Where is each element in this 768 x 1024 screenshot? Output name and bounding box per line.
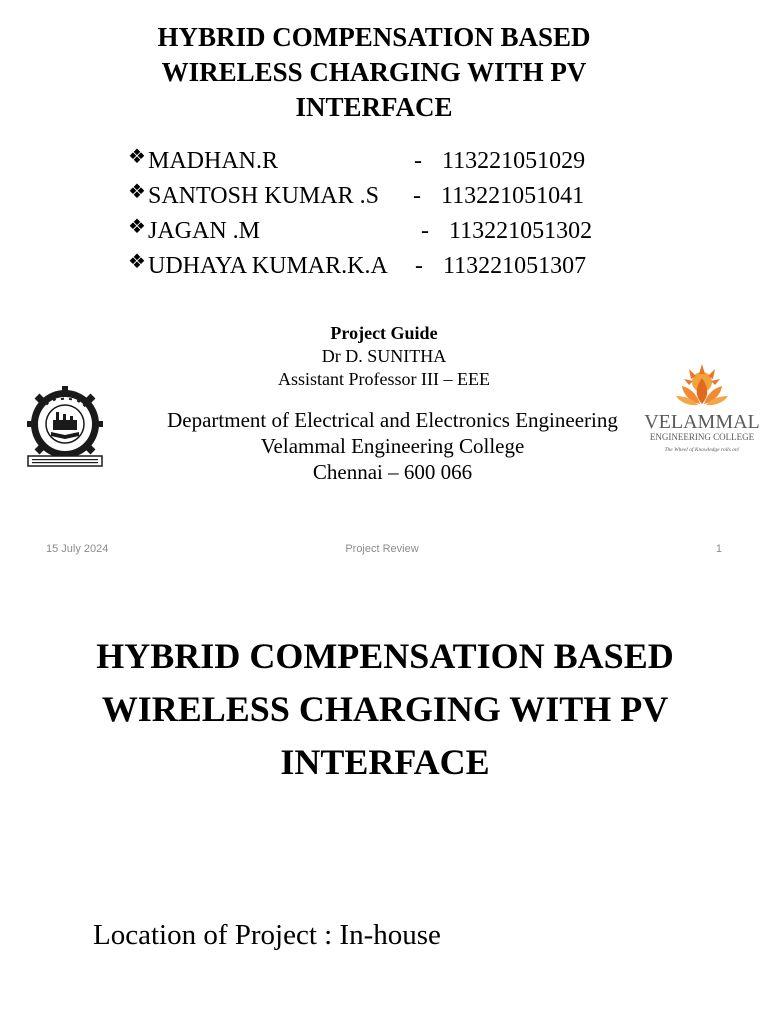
footer-label: Project Review <box>345 543 419 555</box>
member-id: 113221051041 <box>441 183 585 209</box>
slide2-title-line: INTERFACE <box>280 742 490 782</box>
department-name: Department of Electrical and Electronics Engineering <box>167 408 618 432</box>
member-id: 113221051307 <box>443 253 587 279</box>
member-id: 113221051029 <box>442 148 586 174</box>
member-id: 113221051302 <box>449 218 593 244</box>
velammal-subtitle: ENGINEERING COLLEGE <box>649 432 755 442</box>
footer-date: 15 July 2024 <box>46 543 109 555</box>
project-location: Location of Project : In-house <box>93 919 441 951</box>
anna-university-logo <box>22 386 108 470</box>
member-separator: - <box>413 183 421 209</box>
college-name: Velammal Engineering College <box>260 434 525 458</box>
diamond-bullet-icon: ❖ <box>128 251 146 273</box>
diamond-bullet-icon: ❖ <box>128 181 146 203</box>
footer-page-number: 1 <box>715 543 722 555</box>
velammal-tagline: The Wheel of Knowledge rolls on! <box>664 447 740 453</box>
member-separator: - <box>414 148 422 174</box>
slide2-title-line: HYBRID COMPENSATION BASED <box>96 636 674 676</box>
slide1-title <box>100 20 648 125</box>
member-separator: - <box>415 253 423 279</box>
guide-name: Dr D. SUNITHA <box>321 346 447 366</box>
velammal-logo <box>640 362 764 458</box>
guide-designation: Assistant Professor III – EEE <box>278 369 490 389</box>
slide1-title-line: HYBRID COMPENSATION BASED <box>157 22 591 52</box>
diamond-bullet-icon: ❖ <box>128 146 146 168</box>
member-name: MADHAN.R <box>148 148 279 174</box>
project-guide-block <box>200 322 568 391</box>
member-name: UDHAYA KUMAR.K.A <box>148 253 388 279</box>
college-address: Chennai – 600 066 <box>312 460 473 484</box>
diamond-bullet-icon: ❖ <box>128 216 146 238</box>
member-separator: - <box>421 218 429 244</box>
guide-heading: Project Guide <box>330 323 438 343</box>
slide1-title-line: INTERFACE <box>295 92 453 122</box>
member-name: JAGAN .M <box>148 218 261 244</box>
member-name: SANTOSH KUMAR .S <box>148 183 379 209</box>
slide2-title-line: WIRELESS CHARGING WITH PV <box>101 689 669 729</box>
motto-banner <box>28 456 102 466</box>
velammal-name: VELAMMAL <box>644 411 760 433</box>
department-block <box>140 407 645 485</box>
slide2-title <box>40 630 730 789</box>
slide1-title-line: WIRELESS CHARGING WITH PV <box>161 57 587 87</box>
lotus-icon <box>676 364 728 405</box>
